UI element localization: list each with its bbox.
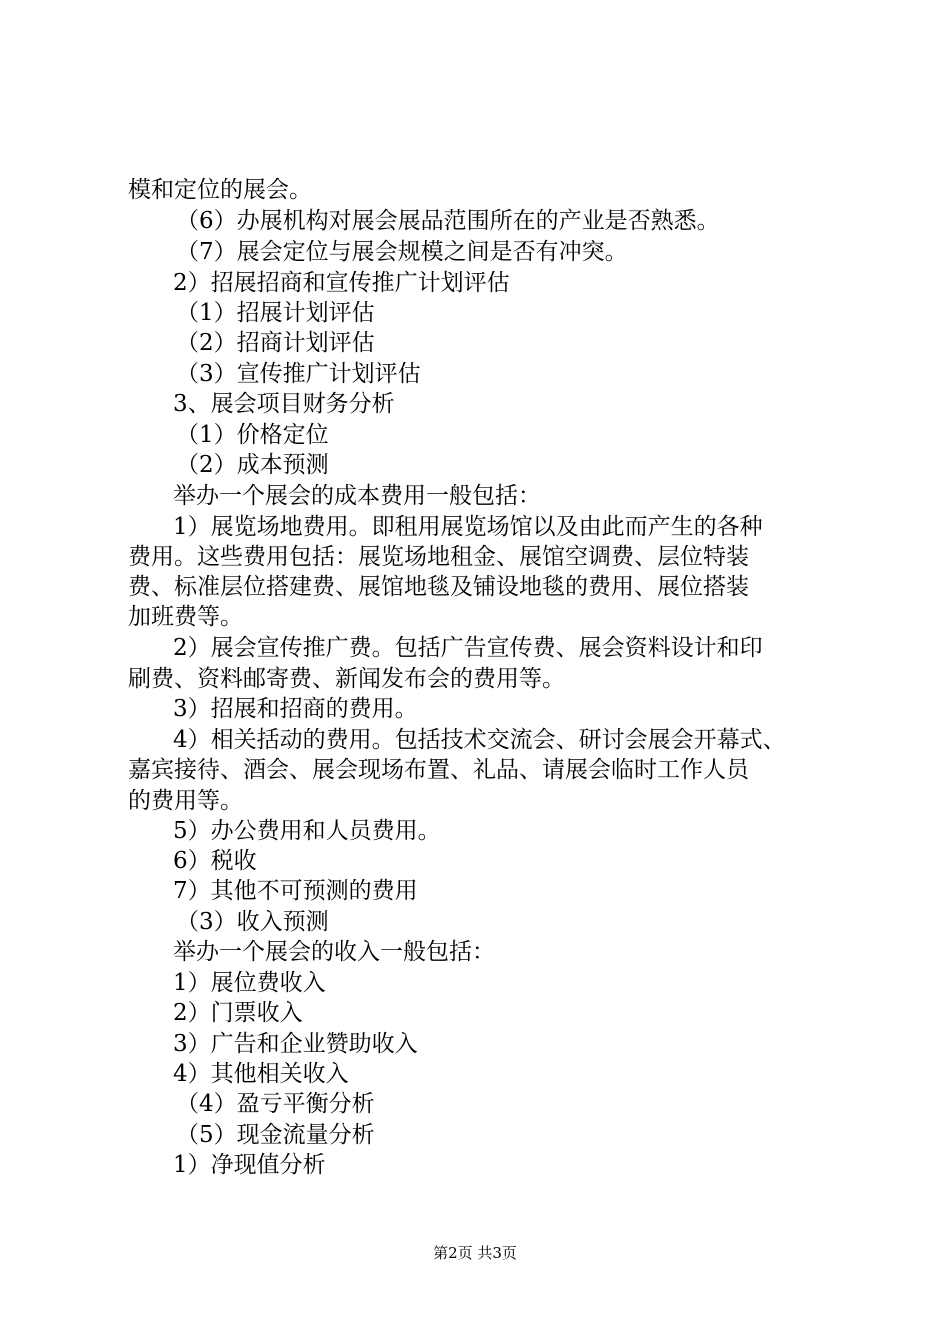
text-line: 嘉宾接待、酒会、展会现场布置、礼品、请展会临时工作人员 — [128, 757, 749, 783]
text-line: 举办一个展会的成本费用一般包括： — [173, 483, 541, 509]
text-line: 2）门票收入 — [173, 1000, 303, 1026]
text-line: 1）展览场地费用。即租用展览场馆以及由此而产生的各种 — [173, 514, 763, 540]
text-line: 2）招展招商和宣传推广计划评估 — [173, 270, 510, 296]
text-line: （3）收入预测 — [176, 909, 329, 935]
text-line: （6）办展机构对展会展品范围所在的产业是否熟悉。 — [176, 208, 720, 234]
text-line: 6）税收 — [173, 848, 257, 874]
text-line: 7）其他不可预测的费用 — [173, 878, 418, 904]
text-line: 模和定位的展会。 — [128, 177, 312, 203]
text-line: 费、标准层位搭建费、展馆地毯及铺设地毯的费用、展位搭装 — [128, 574, 749, 600]
text-line: （5）现金流量分析 — [176, 1122, 375, 1148]
text-line: （1）招展计划评估 — [176, 300, 375, 326]
text-line: 1）净现值分析 — [173, 1152, 326, 1178]
text-line: 4）相关括动的费用。包括技术交流会、研讨会展会开幕式、 — [173, 727, 786, 753]
text-line: （7）展会定位与展会规模之间是否有冲突。 — [176, 239, 628, 265]
text-line: 5）办公费用和人员费用。 — [173, 818, 441, 844]
text-line: （1）价格定位 — [176, 422, 329, 448]
text-line: （2）成本预测 — [176, 452, 329, 478]
text-line: （4）盈亏平衡分析 — [176, 1091, 375, 1117]
text-line: 刷费、资料邮寄费、新闻发布会的费用等。 — [128, 666, 565, 692]
text-line: （2）招商计划评估 — [176, 330, 375, 356]
text-line: 费用。这些费用包括：展览场地租金、展馆空调费、层位特装 — [128, 544, 749, 570]
text-line: 加班费等。 — [128, 604, 243, 630]
text-line: 4）其他相关收入 — [173, 1061, 349, 1087]
page-footer: 第2页 共3页 — [433, 1244, 517, 1262]
text-line: 3）广告和企业赞助收入 — [173, 1031, 418, 1057]
text-line: 的费用等。 — [128, 788, 243, 814]
text-line: 2）展会宣传推广费。包括广告宣传费、展会资料设计和印 — [173, 635, 763, 661]
text-line: 1）展位费收入 — [173, 970, 326, 996]
text-line: 3、展会项目财务分析 — [173, 391, 395, 417]
text-line: 举办一个展会的收入一般包括： — [173, 939, 495, 965]
text-line: （3）宣传推广计划评估 — [176, 361, 421, 387]
text-line: 3）招展和招商的费用。 — [173, 696, 418, 722]
